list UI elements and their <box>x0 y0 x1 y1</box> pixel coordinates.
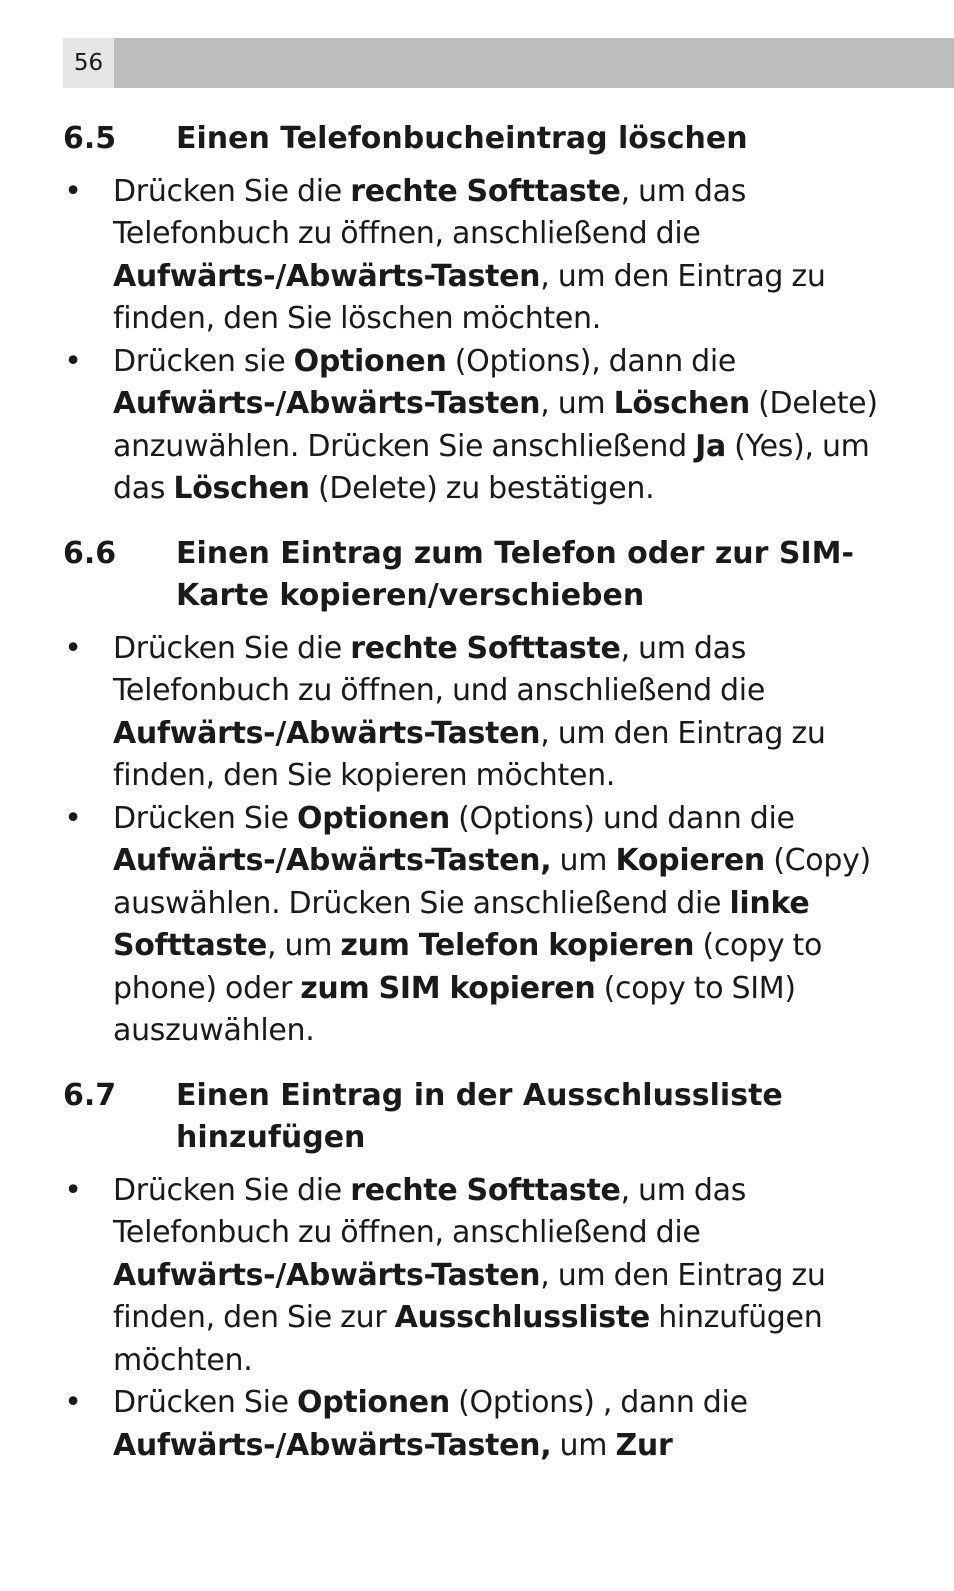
bullet-item <box>63 798 893 1053</box>
section-6-5 <box>63 118 893 511</box>
bold-text-run: zum Telefon kopieren <box>340 928 695 963</box>
text-run: um <box>551 843 616 878</box>
text-run: (Options), dann die <box>446 343 737 379</box>
text-run: , um das Telefonbuch zu öffnen, anschließend die <box>113 173 747 251</box>
bullet-dot-icon: • <box>64 343 82 379</box>
page-header-bar <box>63 38 954 88</box>
bold-text-run: Zur <box>615 1427 673 1463</box>
bullet-item <box>63 341 893 511</box>
section-number: 6.5 <box>63 121 117 156</box>
text-run: , um das Telefonbuch zu öffnen, anschließend die <box>113 1172 747 1250</box>
bold-text-run: Optionen <box>297 800 450 836</box>
document-body <box>63 118 893 1489</box>
text-run: (Options) und dann die <box>449 800 795 836</box>
text-run: (copy to SIM) auszuwählen. <box>113 970 796 1048</box>
section-heading <box>63 118 893 161</box>
text-run: hinzufügen möchten. <box>113 1300 823 1378</box>
bullet-dot-icon: • <box>64 173 82 209</box>
text-run: (Delete) zu bestätigen. <box>309 471 655 506</box>
section-number: 6.6 <box>63 535 117 571</box>
bold-text-run: Aufwärts-/Abwärts-Tasten <box>113 715 541 751</box>
bold-text-run: Kopieren <box>615 843 765 878</box>
bold-text-run: zum SIM kopieren <box>300 970 596 1006</box>
bold-text-run: Aufwärts-/Abwärts-Tasten <box>113 1257 541 1293</box>
bold-text-run: Aufwärts-/Abwärts-Tasten <box>113 386 541 421</box>
bold-text-run: Löschen <box>613 386 750 421</box>
bold-text-run: linke Softtaste <box>113 885 810 963</box>
section-title: Einen Eintrag in der Ausschlussliste hinzufügen <box>176 1077 783 1155</box>
section-heading <box>63 1075 893 1160</box>
section-6-6 <box>63 533 893 1053</box>
bold-text-run: Ausschlussliste <box>394 1300 650 1335</box>
bullet-list <box>63 628 893 1053</box>
bullet-dot-icon: • <box>64 1172 82 1208</box>
text-run: Drücken Sie <box>113 1385 298 1420</box>
text-run: (Options) , dann die <box>449 1385 748 1420</box>
bold-text-run: rechte Softtaste <box>350 1172 621 1208</box>
bold-text-run: Aufwärts-/Abwärts-Tasten, <box>113 1427 552 1463</box>
text-run: Drücken Sie die <box>113 630 351 666</box>
text-run: , um den Eintrag zu finden, den Sie löschen möchten. <box>113 258 826 336</box>
text-run: (Yes), um das <box>113 428 870 506</box>
text-run: Drücken sie <box>113 343 294 379</box>
bullet-item <box>63 628 893 798</box>
text-run: (Copy) auswählen. Drücken Sie anschließend die <box>113 843 871 921</box>
bullet-dot-icon: • <box>64 800 82 836</box>
section-title: Einen Telefonbucheintrag löschen <box>176 121 748 156</box>
bullet-item <box>63 1382 893 1467</box>
bold-text-run: Ja <box>695 428 726 464</box>
text-run: , um das Telefonbuch zu öffnen, und anschließend die <box>113 630 765 708</box>
text-run: Drücken Sie die <box>113 173 351 209</box>
text-run: , um <box>267 928 341 963</box>
section-6-7 <box>63 1075 893 1468</box>
text-run: Drücken Sie <box>113 800 298 836</box>
bold-text-run: Aufwärts-/Abwärts-Tasten <box>113 258 541 294</box>
text-run: (Delete) anzuwählen. Drücken Sie anschließend <box>113 386 878 464</box>
bullet-item <box>63 1170 893 1383</box>
bold-text-run: rechte Softtaste <box>350 630 621 666</box>
bold-text-run: Optionen <box>293 343 447 379</box>
bullet-item <box>63 171 893 341</box>
bold-text-run: Optionen <box>297 1385 450 1420</box>
bullet-dot-icon: • <box>64 630 82 666</box>
bold-text-run: rechte Softtaste <box>350 173 621 209</box>
section-number: 6.7 <box>63 1077 117 1113</box>
text-run: , um den Eintrag zu finden, den Sie zur <box>113 1257 826 1335</box>
section-title: Einen Eintrag zum Telefon oder zur SIM-Karte kopieren/verschieben <box>176 535 854 613</box>
text-run: um <box>551 1427 616 1463</box>
section-heading <box>63 533 893 618</box>
text-run: , um den Eintrag zu finden, den Sie kopieren möchten. <box>113 715 826 793</box>
bold-text-run: Aufwärts-/Abwärts-Tasten, <box>113 843 552 878</box>
bullet-list <box>63 1170 893 1468</box>
text-run: (copy to phone) oder <box>113 928 823 1006</box>
text-run: , um <box>540 386 614 421</box>
text-run: Drücken Sie die <box>113 1172 351 1208</box>
bullet-dot-icon: • <box>64 1385 82 1420</box>
page-number: 56 <box>63 38 114 88</box>
bullet-list <box>63 171 893 511</box>
bold-text-run: Löschen <box>173 471 310 506</box>
